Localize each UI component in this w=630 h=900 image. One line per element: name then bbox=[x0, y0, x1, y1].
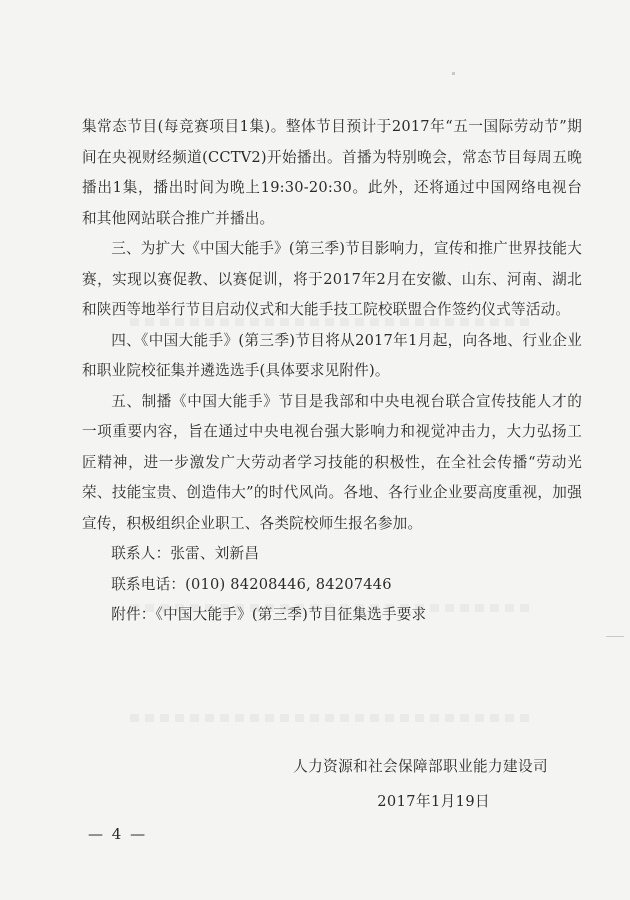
scan-mark-right bbox=[606, 636, 624, 637]
paragraph-continued: 集常态节目(每竞赛项目1集)。整体节目预计于2017年“五一国际劳动节”期间在央视财经频道(CCTV2)开始播出。首播为特别晚会，常态节目每周五晚播出1集，播出时间为晚上19:30-20:30。此外，还将通过中国网络电视台和其他网站联合推广并播出。 bbox=[82, 118, 582, 227]
contact-phone: 联系电话：(010) 84208446, 84207446 bbox=[111, 575, 392, 593]
issuing-organization: 人力资源和社会保障部职业能力建设司 bbox=[293, 758, 548, 775]
issue-date: 2017年1月19日 bbox=[377, 793, 490, 810]
paragraph-four: 四、《中国大能手》(第三季)节目将从2017年1月起，向各地、行业企业和职业院校征集并遴选选手(具体要求见附件)。 bbox=[82, 331, 582, 379]
paragraph-three: 三、为扩大《中国大能手》(第三季)节目影响力，宣传和推广世界技能大赛，实现以赛促教、以赛促训，将于2017年2月在安徽、山东、河南、湖北和陕西等地举行节目启动仪式和大能手技工院校联盟合作签约仪式等活动。 bbox=[82, 240, 582, 318]
page-number: — 4 — bbox=[88, 825, 148, 843]
attachment-note: 附件：《中国大能手》(第三季)节目征集选手要求 bbox=[111, 606, 427, 623]
bleed-through-shadow bbox=[130, 714, 530, 722]
paragraph-five: 五、制播《中国大能手》节目是我部和中央电视台联合宣传技能人才的一项重要内容，旨在通过中央电视台强大影响力和视觉冲击力，大力弘扬工匠精神，进一步激发广大劳动者学习技能的积极性，在全社会传播“劳动光荣、技能宝贵、创造伟大”的时代风尚。各地、各行业企业要高度重视，加强宣传，积极组织企业职工、各类院校师生报名参加。 bbox=[82, 392, 582, 532]
contact-person: 联系人：张雷、刘新昌 bbox=[111, 545, 260, 562]
document-body bbox=[82, 112, 582, 631]
scan-mark-top bbox=[452, 72, 455, 75]
